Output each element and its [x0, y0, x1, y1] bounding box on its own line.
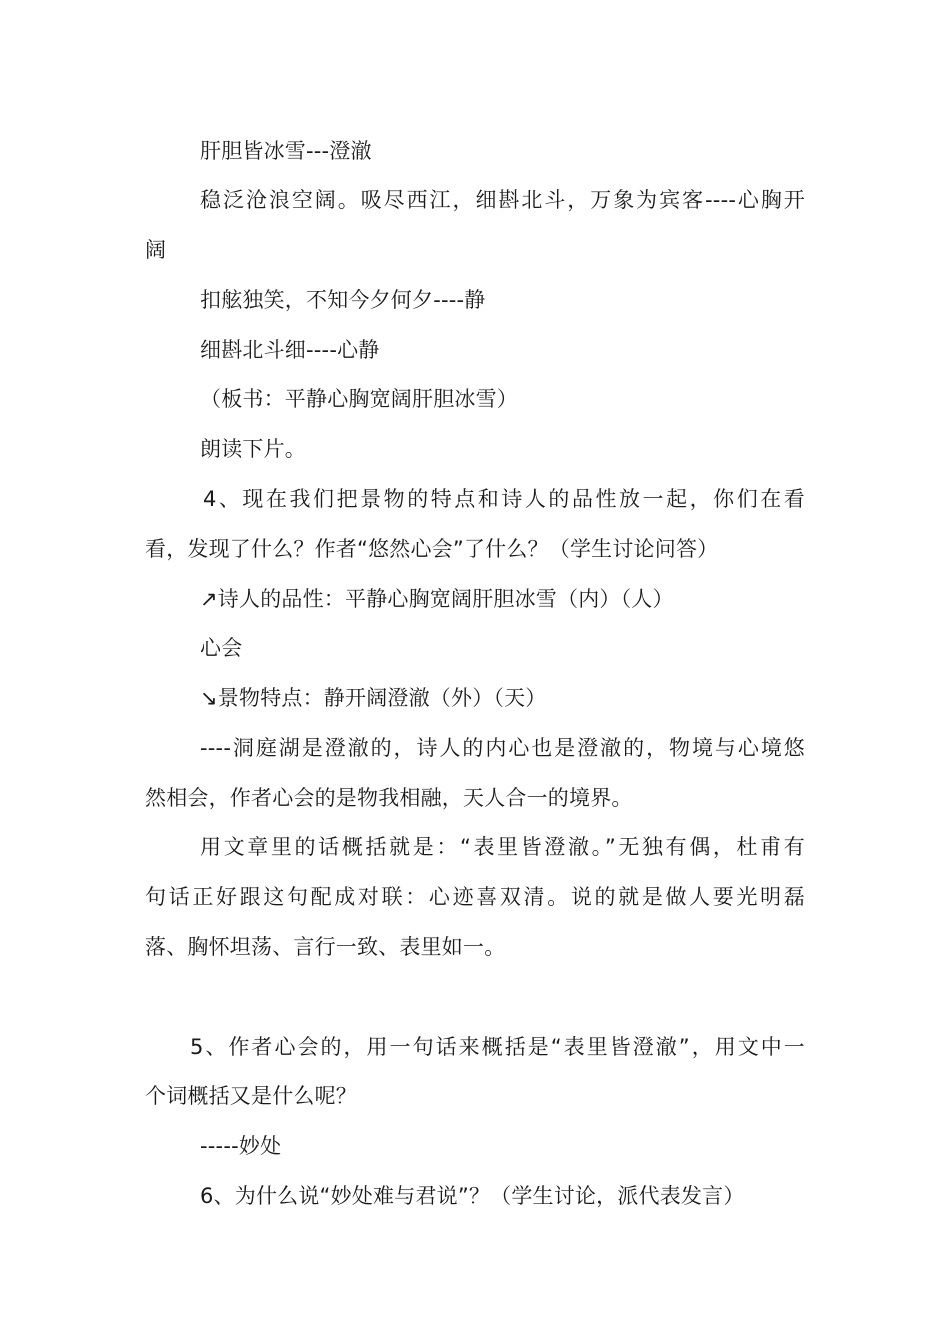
text-line: ↘景物特点：静开阔澄澈（外）（天） [200, 686, 547, 710]
text-line: 个词概括又是什么呢？ [145, 1084, 357, 1108]
text-line: 用文章里的话概括就是：“表里皆澄澈。”无独有偶，杜甫有 [200, 835, 805, 859]
text-line: 落、胸怀坦荡、言行一致、表里如一。 [145, 935, 506, 959]
text-line: 朗读下片。 [200, 437, 306, 461]
text-line: -----妙处 [200, 1134, 282, 1158]
text-line: 4、现在我们把景物的特点和诗人的品性放一起，你们在看 [203, 487, 805, 511]
text-line: 句话正好跟这句配成对联：心迹喜双清。说的就是做人要光明磊 [145, 885, 805, 909]
text-line: 然相会，作者心会的是物我相融，天人合一的境界。 [145, 786, 633, 810]
text-line: 6、为什么说“妙处难与君说”？（学生讨论，派代表发言） [200, 1184, 745, 1208]
text-line: 5、作者心会的，用一句话来概括是“表里皆澄澈”，用文中一 [190, 1035, 805, 1059]
text-line: ↗诗人的品性：平静心胸宽阔肝胆冰雪（内）（人） [200, 587, 674, 611]
text-line: 阔 [145, 238, 167, 262]
text-line: ----洞庭湖是澄澈的，诗人的内心也是澄澈的，物境与心境悠 [200, 736, 805, 760]
text-line: 看，发现了什么？作者“悠然心会”了什么？（学生讨论问答） [145, 537, 719, 561]
text-line: 肝胆皆冰雪---澄澈 [200, 139, 372, 163]
text-line: 细斟北斗细----心静 [200, 338, 380, 362]
text-line: 扣舷独笑，不知今夕何夕----静 [200, 288, 486, 312]
text-line: 心会 [200, 636, 243, 660]
text-line: （板书：平静心胸宽阔肝胆冰雪） [200, 387, 518, 411]
text-line: 稳泛沧浪空阔。吸尽西江，细斟北斗，万象为宾客----心胸开 [200, 188, 805, 212]
